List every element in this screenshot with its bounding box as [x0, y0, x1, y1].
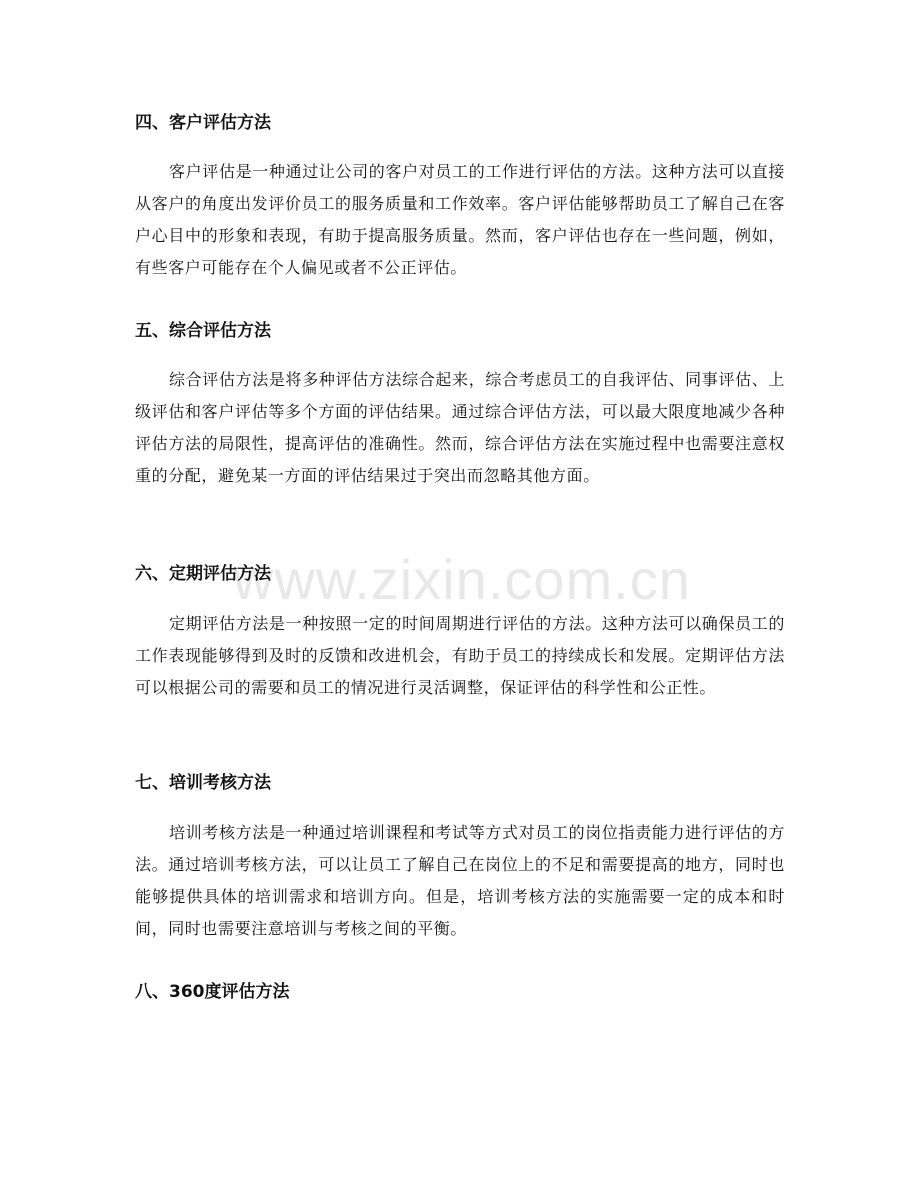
section-heading-360-evaluation: 八、360度评估方法 [135, 982, 290, 1002]
section-body-periodic-evaluation: 定期评估方法是一种按照一定的时间周期进行评估的方法。这种方法可以确保员工的工作表现能够得到及时的反馈和改进机会，有助于员工的持续成长和发展。定期评估方法可以根据公司的需要和员工的情况进行灵活调整，保证评估的科学性和公正性。 [135, 614, 785, 697]
section-body-customer-evaluation: 客户评估是一种通过让公司的客户对员工的工作进行评估的方法。这种方法可以直接从客户的角度出发评价员工的服务质量和工作效率。客户评估能够帮助员工了解自己在客户心目中的形象和表现，有助于提高服务质量。然而，客户评估也存在一些问题，例如，有些客户可能存在个人偏见或者不公正评估。 [135, 162, 785, 277]
section-body-training-assessment: 培训考核方法是一种通过培训课程和考试等方式对员工的岗位指责能力进行评估的方法。通过培训考核方法，可以让员工了解自己在岗位上的不足和需要提高的地方，同时也能够提供具体的培训需求和培训方向。但是，培训考核方法的实施需要一定的成本和时间，同时也需要注意培训与考核之间的平衡。 [135, 823, 785, 938]
section-heading-comprehensive-evaluation: 五、综合评估方法 [135, 321, 271, 341]
section-heading-training-assessment: 七、培训考核方法 [135, 773, 271, 793]
section-body-comprehensive-evaluation: 综合评估方法是将多种评估方法综合起来，综合考虑员工的自我评估、同事评估、上级评估和客户评估等多个方面的评估结果。通过综合评估方法，可以最大限度地减少各种评估方法的局限性，提高评估的准确性。然而，综合评估方法在实施过程中也需要注意权重的分配，避免某一方面的评估结果过于突出而忽略其他方面。 [135, 370, 785, 485]
section-heading-customer-evaluation: 四、客户评估方法 [135, 113, 271, 133]
watermark-text: www.zixin.com.cn [233, 548, 691, 611]
section-heading-periodic-evaluation: 六、定期评估方法 [135, 564, 271, 584]
